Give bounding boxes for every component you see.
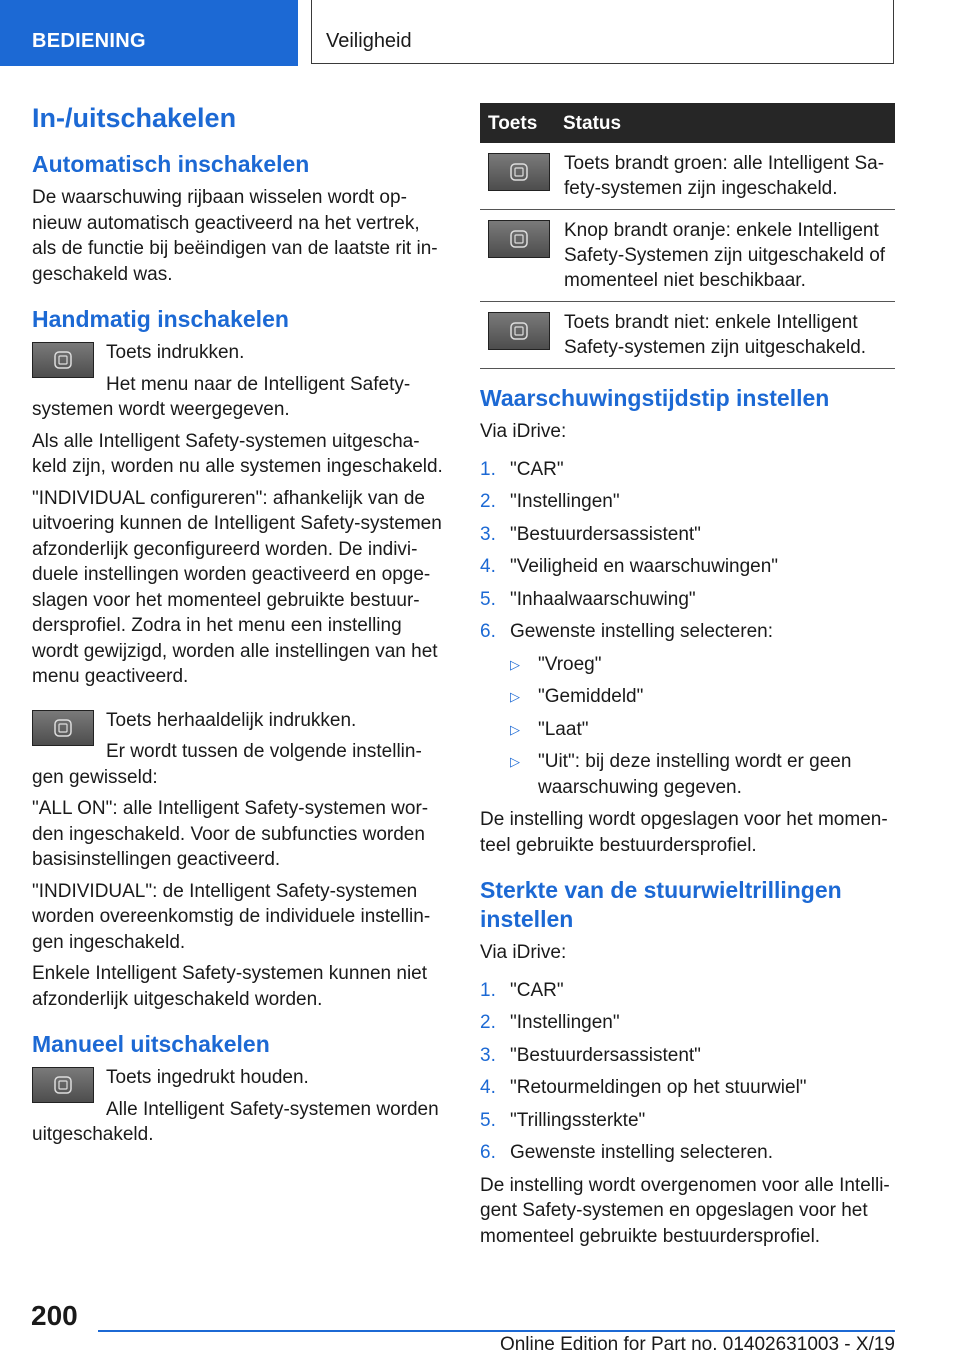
individual-text: "INDIVIDUAL configureren": afhankelijk van de uitvoering kunnen de Intelligent Safety-systemen afzonderlijk geconfigureerd worden. De indivi-duele instellingen worden geactiveerd en opge-slagen voor het momenteel gebruikte bestuur-dersprofiel. Zodra in het menu een instelling wordt gewijzigd, worden alle instellingen van het menu geactiveerd.	[32, 487, 442, 687]
list-item: 3. "Bestuurdersassistent"	[480, 1044, 701, 1066]
list-item: 1. "CAR"	[480, 458, 564, 480]
right-column	[480, 366, 895, 1255]
vibration-via: Via iDrive:	[480, 942, 567, 963]
list-item: 1. "CAR"	[480, 979, 564, 1001]
table-header-status: Status	[556, 103, 895, 143]
intelligent-safety-button-icon	[488, 312, 550, 350]
list-item: 4. "Retourmeldingen op het stuurwiel"	[480, 1077, 807, 1098]
footer-divider	[98, 1330, 895, 1332]
list-item: 6. Gewenste instelling selecteren.	[480, 1142, 773, 1163]
table-row	[480, 302, 895, 369]
list-item: 2. "Instellingen"	[480, 491, 620, 512]
intelligent-safety-button-icon	[488, 153, 550, 191]
repeat-text: Toets herhaaldelijk indrukken.	[106, 709, 357, 731]
warning-time-heading: Waarschuwingstijdstip instellen	[480, 385, 830, 411]
intelligent-safety-button-icon	[32, 342, 94, 378]
left-column	[32, 100, 448, 1154]
table-cell-status: Toets brandt niet: enkele Intelligent Safety-systemen zijn uitgeschakeld.	[556, 302, 895, 369]
auto-heading: Automatisch inschakelen	[32, 151, 310, 177]
warning-time-via: Via iDrive:	[480, 421, 567, 442]
all-on-text: "ALL ON": alle Intelligent Safety-systemen wor-den ingeschakeld. Voor de subfuncties worden basisinstellingen geactiveerd.	[32, 798, 429, 870]
section-tab: BEDIENING	[0, 0, 298, 66]
intelligent-safety-button-icon	[32, 710, 94, 746]
all-off-text: Als alle Intelligent Safety-systemen uitgescha-keld zijn, worden nu alle systemen ingeschakeld.	[32, 430, 443, 477]
auto-text: De waarschuwing rijbaan wisselen wordt op-nieuw automatisch geactiveerd na het vertrek, als de functie bij beëindigen van de laatste rit in-geschakeld was.	[32, 187, 438, 285]
vibration-heading: Sterkte van de stuurwieltrillingen instellen	[480, 877, 842, 932]
switch-text: Er wordt tussen de volgende instellin-gen gewisseld:	[32, 741, 422, 788]
intelligent-safety-button-icon	[488, 220, 550, 258]
manual-off-heading: Manueel uitschakelen	[32, 1031, 270, 1057]
manual-on-heading: Handmatig inschakelen	[32, 306, 289, 332]
list-item: 2. "Instellingen"	[480, 1012, 620, 1033]
warning-time-options	[480, 652, 895, 801]
edition-text: Online Edition for Part no. 01402631003 - X/19	[499, 1334, 895, 1355]
table-header-toets: Toets	[480, 103, 556, 143]
list-item: 5. "Trillingssterkte"	[480, 1109, 646, 1131]
warning-time-steps	[480, 457, 895, 645]
table-row	[480, 143, 895, 210]
result-text: Alle Intelligent Safety-systemen worden uitgeschakeld.	[32, 1098, 439, 1145]
hold-text: Toets ingedrukt houden.	[106, 1067, 309, 1088]
vibration-note: De instelling wordt overgenomen voor alle Intelli-gent Safety-systemen en opgeslagen voor het momenteel gebruikte bestuurdersprofiel.	[480, 1174, 890, 1247]
table-cell-status: Toets brandt groen: alle Intelligent Sa-fety-systemen zijn ingeschakeld.	[556, 143, 895, 210]
indiv-text: "INDIVIDUAL": de Intelligent Safety-systemen worden overeenkomstig de individuele instellin-gen ingeschakeld.	[32, 880, 431, 953]
list-item: ▷ "Gemiddeld"	[510, 686, 644, 707]
table-cell-status: Knop brandt oranje: enkele Intelligent Safety-Systemen zijn uitgeschakeld of momenteel niet beschikbaar.	[556, 210, 895, 302]
list-item: ▷ "Uit": bij deze instelling wordt er geen waarschuwing gegeven.	[510, 751, 852, 798]
list-item: 5. "Inhaalwaarschuwing"	[480, 588, 696, 610]
chapter-tab: Veiligheid	[311, 0, 894, 64]
vibration-steps	[480, 978, 895, 1166]
list-item: 4. "Veiligheid en waarschuwingen"	[480, 556, 779, 577]
list-item: 3. "Bestuurdersassistent"	[480, 523, 701, 545]
page-number: 200	[31, 1300, 78, 1331]
list-item: 6. Gewenste instelling selecteren:	[480, 621, 773, 642]
list-item: ▷ "Laat"	[510, 718, 589, 740]
status-table	[480, 103, 895, 369]
intelligent-safety-button-icon	[32, 1067, 94, 1103]
list-item: ▷ "Vroeg"	[510, 653, 602, 675]
menu-text: Het menu naar de Intelligent Safety-systemen wordt weergegeven.	[32, 373, 411, 420]
warning-time-note: De instelling wordt opgeslagen voor het momen-teel gebruikte bestuurdersprofiel.	[480, 809, 888, 856]
table-row	[480, 210, 895, 302]
page-header	[0, 0, 960, 66]
page-title: In-/uitschakelen	[32, 103, 237, 133]
some-text: Enkele Intelligent Safety-systemen kunnen niet afzonderlijk uitgeschakeld worden.	[32, 963, 428, 1010]
press-text: Toets indrukken.	[106, 342, 245, 363]
